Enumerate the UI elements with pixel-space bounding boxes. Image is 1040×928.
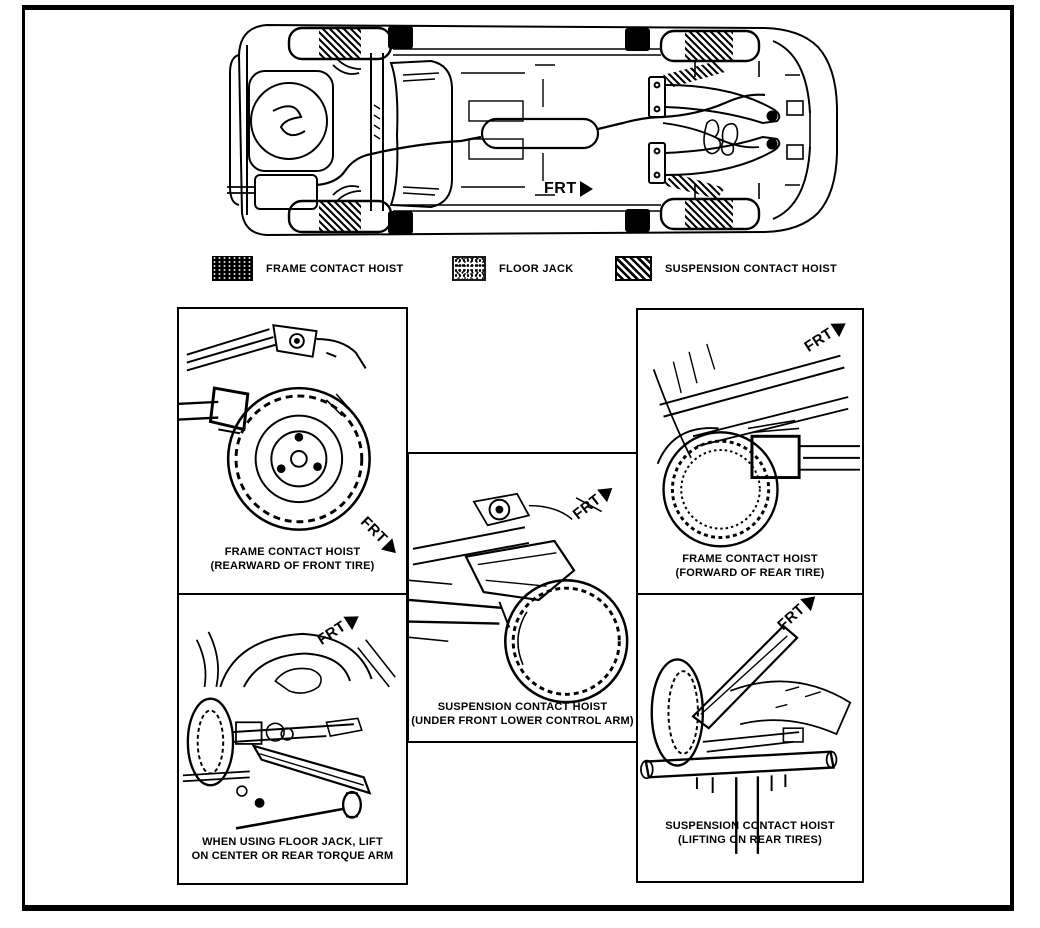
caption-line-2: (LIFTING ON REAR TIRES) (678, 834, 822, 846)
legend-label: SUSPENSION CONTACT HOIST (665, 262, 838, 275)
frt-label: FRT (356, 513, 391, 548)
caption-line-2: (UNDER FRONT LOWER CONTROL ARM) (411, 715, 634, 727)
legend-item-suspension-contact-hoist (615, 256, 837, 281)
legend-item-floor-jack (452, 256, 574, 281)
legend-item-frame-contact-hoist (212, 256, 404, 281)
panel-caption (179, 545, 406, 573)
panel-caption (409, 700, 636, 728)
caption-line-2: ON CENTER OR REAR TORQUE ARM (191, 850, 394, 862)
caption-line-1: SUSPENSION CONTACT HOIST (437, 701, 608, 713)
underbody-overview-svg (225, 15, 840, 245)
frt-label: FRT (801, 324, 837, 356)
panel-suspension-contact-front (407, 452, 638, 743)
caption-line-1: WHEN USING FLOOR JACK, LIFT (202, 836, 383, 848)
frt-arrow-icon (580, 181, 593, 197)
frame-contact-hoist-swatch-icon (212, 256, 253, 281)
panel-caption (638, 819, 862, 847)
caption-line-1: FRAME CONTACT HOIST (224, 546, 361, 558)
panel-caption (179, 835, 406, 863)
panel-frame-contact-front (177, 307, 408, 595)
caption-line-2: (REARWARD OF FRONT TIRE) (210, 560, 375, 572)
underbody-overview-art (225, 15, 840, 245)
frt-label: FRT (569, 490, 605, 524)
legend-label: FRAME CONTACT HOIST (266, 262, 404, 275)
floor-jack-swatch-icon (452, 256, 486, 281)
panel-frame-contact-rear (636, 308, 864, 595)
frt-label: FRT (774, 600, 809, 634)
caption-line-2: (FORWARD OF REAR TIRE) (675, 567, 825, 579)
panel-caption (638, 552, 862, 580)
legend-label: FLOOR JACK (499, 262, 574, 275)
panel-suspension-contact-rear (636, 595, 864, 883)
frt-label: FRT (314, 617, 350, 649)
suspension-contact-hoist-swatch-icon (615, 256, 652, 281)
frt-label: FRT (544, 180, 577, 197)
frt-direction-marker-overview (544, 180, 593, 198)
caption-line-1: FRAME CONTACT HOIST (682, 553, 818, 565)
panel-floor-jack-rear (177, 595, 408, 885)
caption-line-1: SUSPENSION CONTACT HOIST (665, 820, 835, 832)
frame-contact-rear-art (638, 310, 862, 593)
